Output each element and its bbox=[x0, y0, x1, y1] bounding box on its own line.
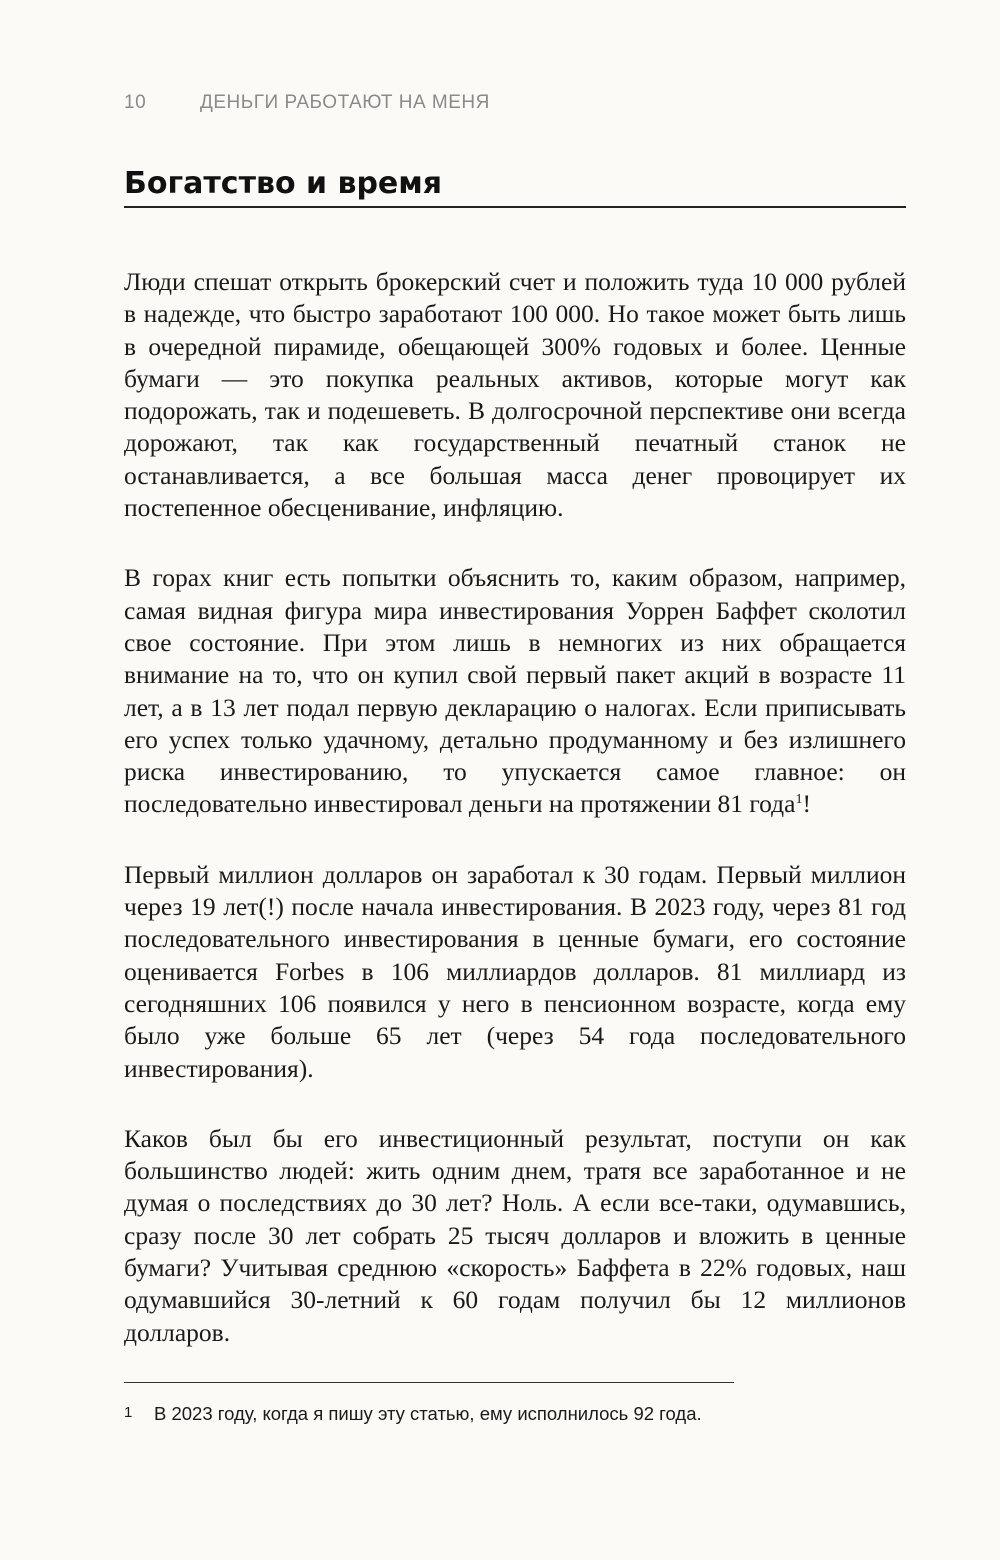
footnote bbox=[124, 1401, 904, 1426]
running-head bbox=[124, 92, 490, 114]
footnote-separator bbox=[124, 1382, 734, 1383]
paragraph-1: Люди спешат открыть брокерский счет и положить туда 10 000 рублей в надежде, что быстро заработают 100 000. Но такое может быть лишь в очередной пирамиде, обещающей 300% годовых и более. Ценные бумаги — это покупка реальных активов, которые могут как подорожать, так и подешеветь. В долгосрочной перспективе они всегда дорожают, так как государственный печатный станок не останавливается, а все большая масса денег провоцирует их постепенное обесценивание, инфляцию. bbox=[124, 267, 906, 523]
page-number: 10 bbox=[124, 92, 147, 113]
heading-rule bbox=[124, 206, 906, 208]
book-title: ДЕНЬГИ РАБОТАЮТ НА МЕНЯ bbox=[200, 92, 490, 113]
paragraph-2-end: ! bbox=[802, 789, 811, 819]
footnote-text: В 2023 году, когда я пишу эту статью, ему исполнилось 92 года. bbox=[154, 1403, 702, 1424]
footnote-reference[interactable]: 1 bbox=[795, 792, 803, 808]
paragraph-3: Первый миллион долларов он заработал к 30 годам. Первый миллион через 19 лет(!) после начала инвестирования. В 2023 году, через 81 год последовательного инвестирования в ценные бумаги, его состояние оценивается Forbes в 106 миллиардов долларов. 81 миллиард из сегодняшних 106 появился у него в пенсионном возрасте, когда ему было уже больше 65 лет (через 54 года последовательного инвестирования). bbox=[124, 859, 906, 1083]
paragraph-2 bbox=[124, 562, 906, 820]
footnote-marker: 1 bbox=[124, 1404, 133, 1421]
paragraph-4: Каков был бы его инвестиционный результат, поступи он как большинство людей: жить одним днем, тратя все заработанное и не думая о последствиях до 30 лет? Ноль. А если все-таки, одумавшись, сразу после 30 лет собрать 25 тысяч долларов и вложить в ценные бумаги? Учитывая среднюю «скорость» Баффета в 22% годовых, наш одумавшийся 30-летний к 60 годам получил бы 12 миллионов долларов. bbox=[124, 1123, 906, 1347]
paragraph-2-text: В горах книг есть попытки объяснить то, каким образом, например, самая видная фигура мира инвестирования Уоррен Баффет сколотил свое состояние. При этом лишь в немногих из них обращается внимание на то, что он купил свой первый пакет акций в возрасте 11 лет, а в 13 лет подал первую декларацию о налогах. Если приписывать его успех только удачному, детально продуманному и без излишнего риска инвестированию, то упускается самое главное: он последовательно инвестировал деньги на протяжении 81 года bbox=[124, 563, 906, 819]
section-title: Богатство и время bbox=[124, 166, 443, 201]
body-text bbox=[124, 266, 906, 1387]
